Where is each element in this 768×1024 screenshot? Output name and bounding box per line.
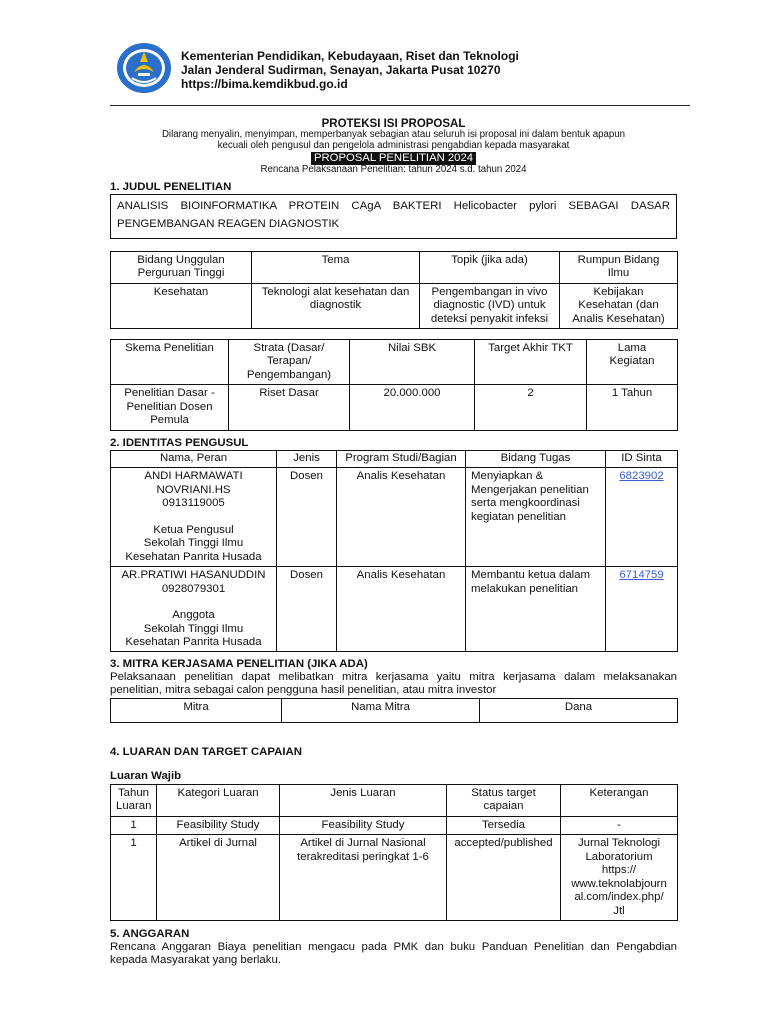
header-ministry: Kementerian Pendidikan, Kebudayaan, Riset dan Teknologi (181, 49, 519, 63)
luaran-ket-cell: Jurnal Teknologi Laboratorium https:// www.teknolabjourn al.com/index.php/ Jtl (561, 835, 678, 921)
skema-cell: 20.000.000 (350, 385, 475, 430)
skema-header-cell: Nilai SBK (350, 340, 475, 385)
header-url[interactable]: https://bima.kemdikbud.go.id (181, 76, 348, 91)
identitas-table (110, 450, 678, 652)
identitas-prodi-cell: Analis Kesehatan (337, 567, 466, 652)
anggaran-para-line2: kepada Masyarakat yang berlaku. (110, 954, 281, 967)
luaran-table (110, 784, 678, 921)
proteksi-note-line1: Dilarang menyalin, menyimpan, memperbanyak sebagian atau seluruh isi proposal ini dalam bentuk apapun (161, 129, 626, 140)
proteksi-title: PROTEKSI ISI PROPOSAL (321, 118, 466, 130)
judul-line2: PENGEMBANGAN REAGEN DIAGNOSTIK (117, 218, 340, 231)
sinta-link[interactable]: 6714759 (619, 569, 664, 582)
anggaran-heading: 5. ANGGARAN (110, 928, 190, 940)
identitas-header-cell: ID Sinta (606, 451, 678, 468)
luaran-jenis-cell: Artikel di Jurnal Nasional terakreditasi peringkat 1-6 (280, 835, 447, 921)
identitas-prodi-cell: Analis Kesehatan (337, 468, 466, 567)
judul-table (110, 194, 677, 239)
mitra-header-cell: Nama Mitra (282, 699, 480, 723)
mitra-header-cell: Mitra (111, 699, 282, 723)
skema-cell: 2 (475, 385, 587, 430)
identitas-sinta-cell (606, 468, 678, 567)
header-street: Jalan Jenderal Sudirman, Senayan, Jakarta Pusat 10270 (181, 62, 501, 77)
skema-data-row (111, 385, 678, 430)
bidang-cell: Pengembangan in vivo diagnostic (IVD) untuk deteksi penyakit infeksi (420, 283, 560, 328)
identitas-header-row (111, 451, 678, 468)
bidang-cell: Teknologi alat kesehatan dan diagnostik (252, 283, 420, 328)
mitra-header-row (111, 699, 678, 723)
skema-cell: Riset Dasar (229, 385, 350, 430)
luaran-wajib-heading: Luaran Wajib (110, 770, 182, 782)
luaran-header-cell: Keterangan (561, 785, 678, 817)
identitas-nama-cell: ANDI HARMAWATI NOVRIANI.HS 0913119005 Ketua Pengusul Sekolah Tinggi Ilmu Kesehatan Panrita Husada (111, 468, 277, 567)
bidang-cell: Kebijakan Kesehatan (dan Analis Kesehatan) (560, 283, 678, 328)
bidang-header-cell: Tema (252, 252, 420, 284)
skema-header-cell: Target Akhir TKT (475, 340, 587, 385)
header-divider (110, 105, 690, 106)
identitas-sinta-cell (606, 567, 678, 652)
skema-header-row (111, 340, 678, 385)
bidang-cell: Kesehatan (111, 283, 252, 328)
identitas-header-cell: Nama, Peran (111, 451, 277, 468)
luaran-row (111, 835, 678, 921)
bidang-header-row (111, 252, 678, 284)
luaran-status-cell: accepted/published (447, 835, 561, 921)
luaran-header-row (111, 785, 678, 817)
bidang-header-cell: Bidang Unggulan Perguruan Tinggi (111, 252, 252, 284)
mitra-para-line2: penelitian, mitra sebagai calon pengguna hasil penelitian, atau mitra investor (110, 684, 497, 697)
mitra-header-cell: Dana (480, 699, 678, 723)
luaran-kategori-cell: Feasibility Study (157, 817, 280, 835)
bidang-table (110, 251, 678, 329)
anggaran-paragraph (110, 941, 677, 968)
skema-header-cell: Strata (Dasar/ Terapan/ Pengembangan) (229, 340, 350, 385)
identitas-row (111, 468, 678, 567)
mitra-heading: 3. MITRA KERJASAMA PENELITIAN (JIKA ADA) (110, 658, 368, 670)
luaran-header-cell: Jenis Luaran (280, 785, 447, 817)
judul-line1: ANALISIS BIOINFORMATIKA PROTEIN CAgA BAKTERI Helicobacter pylori SEBAGAI DASAR (117, 200, 670, 212)
skema-cell: Penelitian Dasar - Penelitian Dosen Pemula (111, 385, 229, 430)
identitas-header-cell: Bidang Tugas (466, 451, 606, 468)
header-address (181, 50, 519, 91)
identitas-tugas-cell: Membantu ketua dalam melakukan penelitian (466, 567, 606, 652)
anggaran-para-line1: Rencana Anggaran Biaya penelitian mengacu pada PMK dan buku Panduan Penelitian dan Pengabdian (110, 941, 677, 953)
judul-heading: 1. JUDUL PENELITIAN (110, 181, 232, 193)
bidang-header-cell: Rumpun Bidang Ilmu (560, 252, 678, 284)
luaran-header-cell: Kategori Luaran (157, 785, 280, 817)
mitra-paragraph (110, 671, 677, 698)
identitas-heading: 2. IDENTITAS PENGUSUL (110, 437, 249, 449)
judul-cell (111, 195, 677, 239)
luaran-header-cell: Tahun Luaran (111, 785, 157, 817)
bidang-data-row (111, 283, 678, 328)
luaran-row (111, 817, 678, 835)
identitas-nama-cell: AR.PRATIWI HASANUDDIN 0928079301 Anggota Sekolah Tinggi Ilmu Kesehatan Panrita Husada (111, 567, 277, 652)
luaran-heading: 4. LUARAN DAN TARGET CAPAIAN (110, 746, 302, 758)
identitas-jenis-cell: Dosen (277, 468, 337, 567)
luaran-tahun-cell: 1 (111, 817, 157, 835)
identitas-row (111, 567, 678, 652)
bidang-header-cell: Topik (jika ada) (420, 252, 560, 284)
identitas-header-cell: Program Studi/Bagian (337, 451, 466, 468)
mitra-para-line1: Pelaksanaan penelitian dapat melibatkan mitra kerjasama yaitu mitra kerjasama dalam melaksanakan (110, 671, 677, 683)
mitra-table (110, 698, 678, 723)
kemdikbud-logo-icon (116, 42, 172, 94)
proteksi-note (110, 129, 677, 152)
proposal-badge: PROPOSAL PENELITIAN 2024 (311, 152, 476, 165)
luaran-ket-cell: - (561, 817, 678, 835)
rencana-pelaksanaan: Rencana Pelaksanaan Penelitian: tahun 2024 s.d. tahun 2024 (260, 164, 527, 175)
skema-table (110, 339, 678, 431)
luaran-kategori-cell: Artikel di Jurnal (157, 835, 280, 921)
proteksi-note-line2: kecuali oleh pengusul dan pengelola administrasi pengabdian kepada masyarakat (217, 140, 570, 152)
identitas-tugas-cell: Menyiapkan & Mengerjakan penelitian serta mengkoordinasi kegiatan penelitian (466, 468, 606, 567)
luaran-status-cell: Tersedia (447, 817, 561, 835)
identitas-jenis-cell: Dosen (277, 567, 337, 652)
identitas-header-cell: Jenis (277, 451, 337, 468)
skema-header-cell: Lama Kegiatan (587, 340, 678, 385)
skema-header-cell: Skema Penelitian (111, 340, 229, 385)
sinta-link[interactable]: 6823902 (619, 470, 664, 483)
skema-cell: 1 Tahun (587, 385, 678, 430)
luaran-tahun-cell: 1 (111, 835, 157, 921)
luaran-header-cell: Status target capaian (447, 785, 561, 817)
luaran-jenis-cell: Feasibility Study (280, 817, 447, 835)
